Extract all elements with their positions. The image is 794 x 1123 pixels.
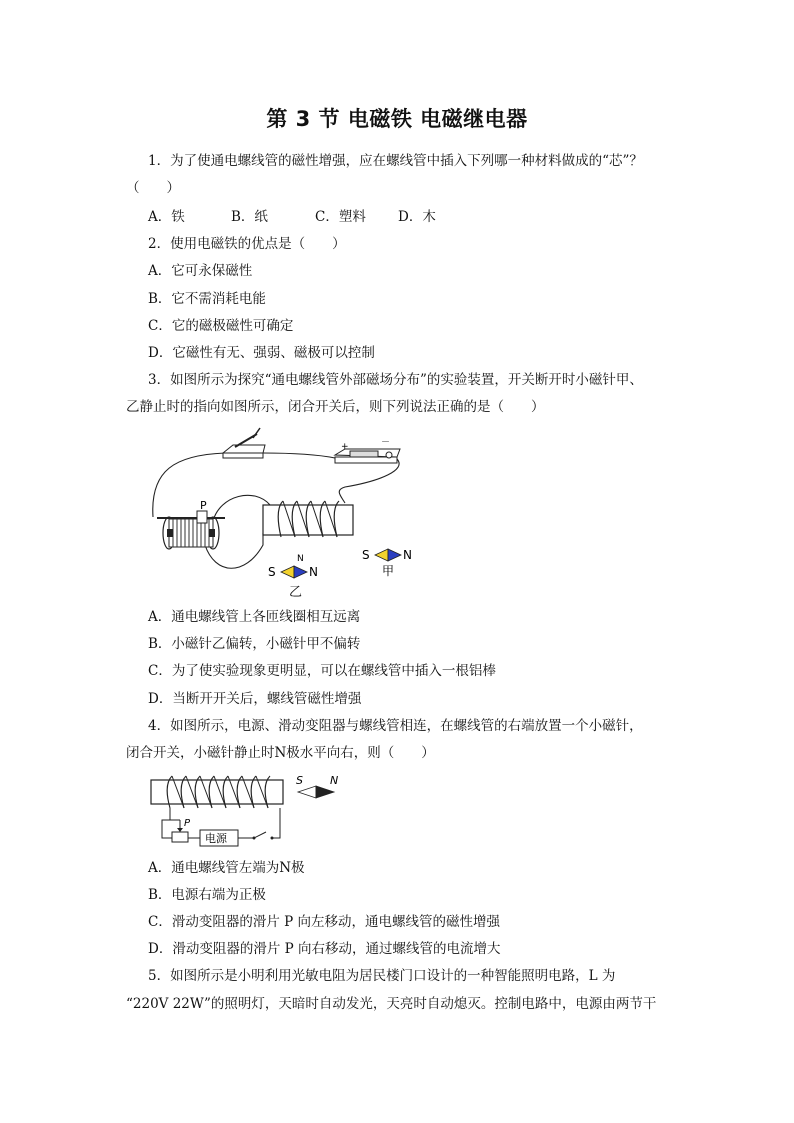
battery: [335, 438, 400, 463]
q4-option-b: B．电源右端为正极: [148, 887, 266, 903]
rheostat-p-label: P: [200, 499, 207, 512]
q4-option-c: C．滑动变阻器的滑片 P 向左移动，通电螺线管的磁性增强: [148, 914, 500, 930]
q3-option-d: D．当断开开关后，螺线管磁性增强: [148, 691, 362, 707]
q5-stem-line2: “220V 22W”的照明灯，天暗时自动发光，天亮时自动熄灭。控制电路中，电源由两节干: [126, 996, 657, 1012]
q4-needle-n-label: N: [330, 774, 339, 787]
needle-jia-n-label: N: [403, 548, 412, 562]
q3-circuit-figure: [145, 425, 415, 585]
q5-stem-line1: 5．如图所示是小明利用光敏电阻为居民楼门口设计的一种智能照明电路，L 为: [148, 968, 616, 984]
needle-jia-s-label: S: [362, 548, 370, 562]
compass-needle-jia: [362, 548, 412, 578]
q3-option-a: A．通电螺线管上各匝线圈相互远离: [148, 609, 361, 625]
needle-yi-name: 乙: [289, 585, 303, 600]
q4-rheostat: [170, 818, 191, 842]
q1-option-b: B．纸: [231, 209, 268, 225]
q4-needle-s-label: S: [296, 774, 303, 787]
battery-minus-label: －: [381, 438, 391, 448]
q2-option-a: A．它可永保磁性: [148, 263, 253, 279]
needle-yi-s-label: S: [268, 565, 276, 579]
q3-stem-line1: 3．如图所示为探究“通电螺线管外部磁场分布”的实验装置，开关断开时小磁针甲、: [148, 372, 643, 388]
q1-option-d: D．木: [398, 209, 436, 225]
needle-yi-n-label: N: [309, 565, 318, 579]
q1-stem: 1．为了使通电螺线管的磁性增强，应在螺线管中插入下列哪一种材料做成的“芯”？: [148, 153, 643, 169]
q4-option-a: A．通电螺线管左端为N极: [148, 860, 305, 876]
page-title: 第 3 节 电磁铁 电磁继电器: [266, 107, 528, 131]
q4-stem-line1: 4．如图所示，电源、滑动变阻器与螺线管相连，在螺线管的右端放置一个小磁针，: [148, 718, 643, 734]
needle-yi-top-n-label: N: [297, 554, 304, 564]
q3-stem-line2: 乙静止时的指向如图所示，闭合开关后，则下列说法正确的是（ ）: [126, 399, 545, 415]
q4-stem-line2: 闭合开关，小磁针静止时N极水平向右，则（ ）: [126, 745, 435, 761]
q4-power-supply: [200, 830, 238, 846]
needle-jia-name: 甲: [382, 564, 395, 578]
q4-p-label: P: [184, 818, 191, 829]
knife-switch: [223, 428, 265, 458]
q4-solenoid: [151, 776, 283, 808]
sliding-rheostat: [157, 499, 225, 549]
q4-option-d: D．滑动变阻器的滑片 P 向右移动，通过螺线管的电流增大: [148, 941, 501, 957]
q2-option-b: B．它不需消耗电能: [148, 291, 266, 307]
q1-paren: （ ）: [126, 180, 180, 196]
q1-option-a: A．铁: [148, 209, 185, 225]
battery-plus-label: +: [341, 442, 349, 452]
q4-power-label: 电源: [205, 832, 227, 845]
compass-needle-yi: [268, 554, 318, 579]
q2-option-c: C．它的磁极磁性可确定: [148, 318, 294, 334]
q1-options: [148, 208, 436, 226]
q3-option-b: B．小磁针乙偏转，小磁针甲不偏转: [148, 636, 361, 652]
solenoid: [263, 501, 353, 537]
q2-option-d: D．它磁性有无、强弱、磁极可以控制: [148, 345, 375, 361]
q4-compass-needle: [296, 774, 338, 798]
q2-stem: 2．使用电磁铁的优点是（ ）: [148, 236, 346, 252]
q4-circuit-figure: [148, 772, 353, 850]
q1-option-c: C．塑料: [315, 209, 366, 225]
q3-option-c: C．为了使实验现象更明显，可以在螺线管中插入一根铝棒: [148, 663, 496, 679]
